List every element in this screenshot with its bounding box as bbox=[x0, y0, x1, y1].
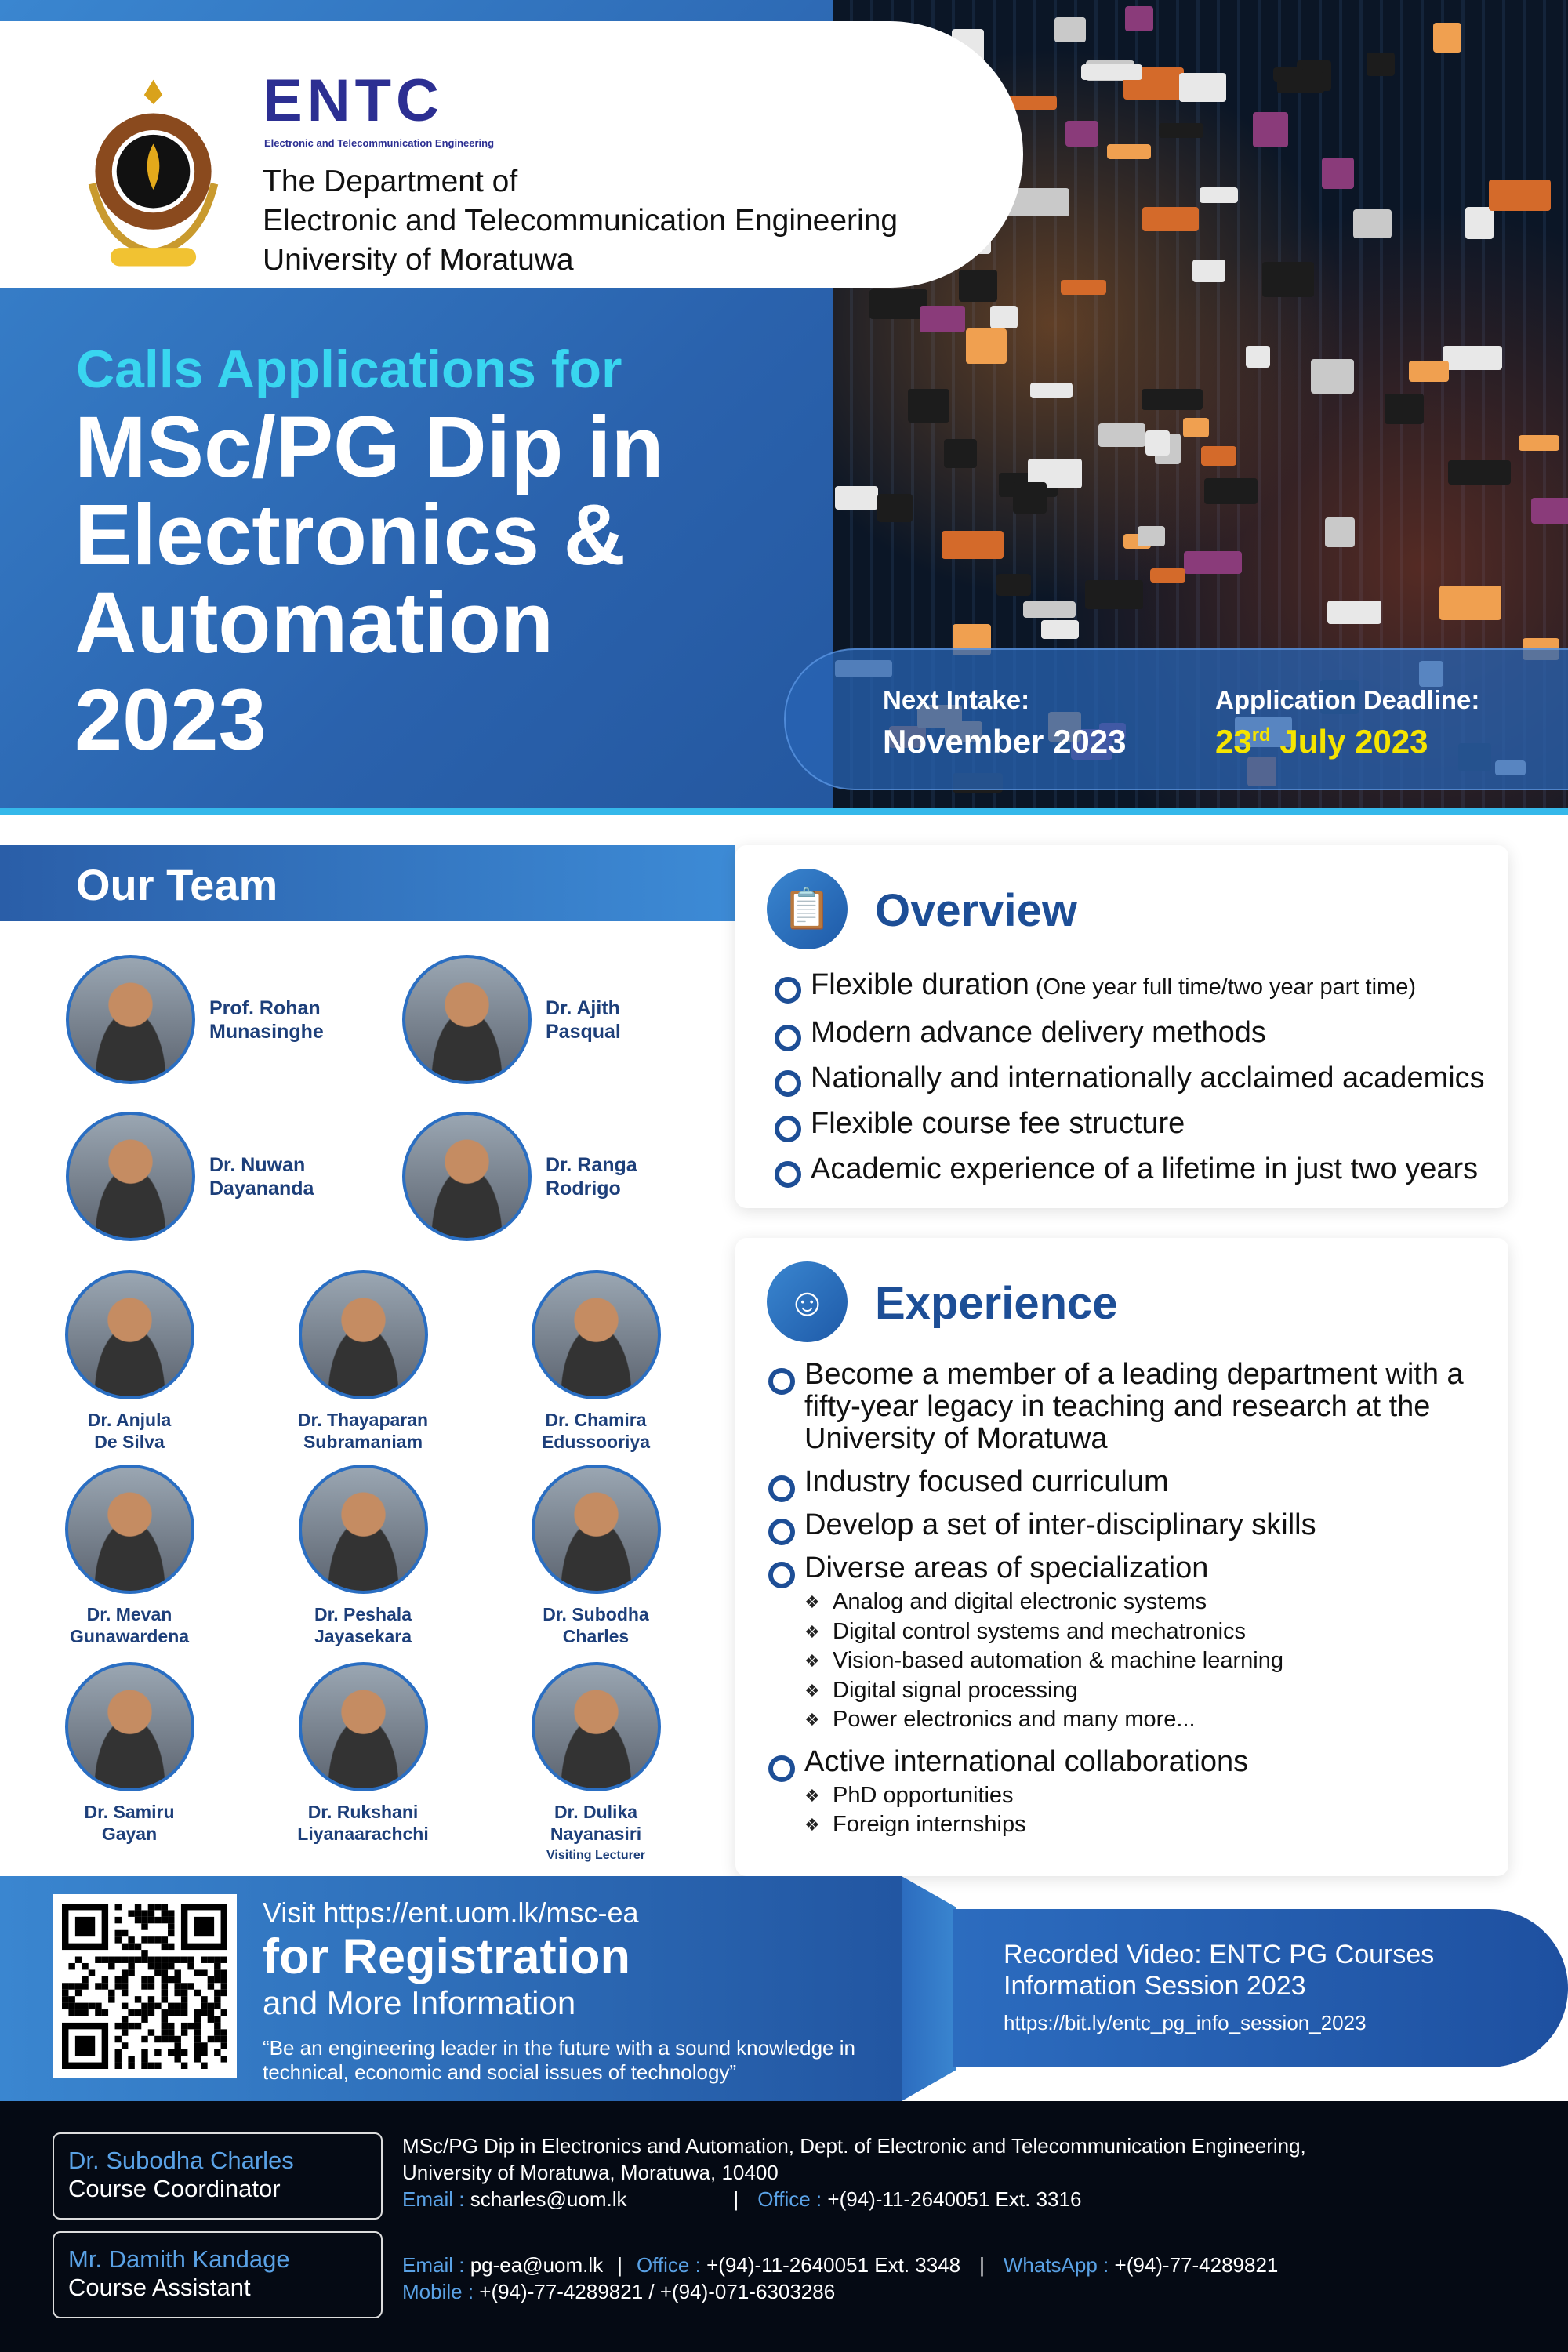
circuit-component bbox=[1465, 207, 1494, 238]
contact-footer: Dr. Subodha Charles Course Coordinator Mr. Damith Kandage Course Assistant MSc/PG Dip in Electronics and Automation, Dept. of Electronic and Telecommunication Engineering, University of Moratuwa, Moratuwa, 10400 Email : scharles@uom.lk | Office : +(94)-11-2640051 Ext. 3316 Email : pg-ea@uom.lk | Office : +(94)-11-2640051 Ext. 3348 | WhatsApp : +(94)-77-4289821 Mobile : +(94)-77-4289821 / +(94)-071-6303286 bbox=[0, 2101, 1568, 2352]
member-photo bbox=[65, 1465, 194, 1594]
member-name-line: Pasqual bbox=[546, 1020, 621, 1043]
dept-line: Electronic and Telecommunication Engineering bbox=[263, 204, 898, 238]
circuit-component bbox=[1311, 359, 1354, 393]
entc-logo-subtitle: Electronic and Telecommunication Engineering bbox=[264, 137, 495, 149]
member-name-line: Dr. Anjula bbox=[87, 1410, 172, 1430]
overview-item bbox=[775, 1015, 1496, 1050]
dept-line: University of Moratuwa bbox=[263, 243, 574, 277]
video-title: Recorded Video: ENTC PG Courses bbox=[1004, 1940, 1435, 1969]
team-member bbox=[402, 1112, 637, 1241]
circuit-component bbox=[1448, 460, 1511, 485]
member-photo bbox=[65, 1270, 194, 1399]
circuit-component bbox=[877, 494, 913, 521]
member-name bbox=[546, 1801, 645, 1867]
circuit-component bbox=[1061, 280, 1106, 295]
qr-code[interactable] bbox=[53, 1894, 237, 2078]
member-name-line: Nayanasiri bbox=[550, 1824, 642, 1844]
member-name-line: Dr. Subodha bbox=[543, 1604, 649, 1624]
member-name bbox=[542, 1409, 650, 1453]
deadline-label: Application Deadline: bbox=[1215, 685, 1480, 714]
circuit-component bbox=[1065, 121, 1098, 147]
circuit-component bbox=[1200, 187, 1238, 204]
member-name-line: Dr. Chamira bbox=[545, 1410, 647, 1430]
circuit-component bbox=[1262, 262, 1313, 297]
circuit-component bbox=[1145, 430, 1170, 456]
experience-item bbox=[768, 1509, 1474, 1541]
sub-item: ❖ Digital control systems and mechatronics bbox=[804, 1617, 1474, 1647]
team-member bbox=[16, 1465, 243, 1647]
overview-title: Overview bbox=[875, 885, 1077, 936]
member-name-line: Dr. Peshala bbox=[314, 1604, 412, 1624]
member-name-line: Dr. Samiru bbox=[84, 1802, 175, 1822]
member-name bbox=[209, 1153, 314, 1200]
member-photo bbox=[532, 1270, 661, 1399]
overview-item bbox=[775, 1061, 1496, 1095]
circuit-component bbox=[1322, 158, 1354, 189]
circuit-component bbox=[1192, 260, 1226, 282]
member-name-line: Dr. Thayaparan bbox=[297, 1410, 429, 1430]
sub-item: ❖ Vision-based automation & machine learning bbox=[804, 1646, 1474, 1676]
item-text: Active international collaborations bbox=[804, 1744, 1249, 1778]
video-title-2: Information Session 2023 bbox=[1004, 1971, 1306, 2001]
member-name-line: Dr. Mevan bbox=[86, 1604, 172, 1624]
next-intake-label: Next Intake: bbox=[883, 685, 1030, 714]
coordinator-name: Dr. Subodha Charles bbox=[68, 2147, 294, 2174]
member-photo bbox=[299, 1270, 428, 1399]
circuit-component bbox=[1433, 23, 1461, 53]
overview-item bbox=[775, 1152, 1496, 1186]
member-name bbox=[297, 1801, 428, 1845]
sub-item: ❖ Foreign internships bbox=[804, 1810, 1474, 1840]
circuit-component bbox=[1030, 383, 1073, 397]
experience-list bbox=[768, 1359, 1474, 1851]
member-photo bbox=[65, 1662, 194, 1791]
deadline-value bbox=[1215, 723, 1479, 760]
video-link[interactable]: https://bit.ly/entc_pg_info_session_2023 bbox=[1004, 2011, 1367, 2034]
header-card bbox=[0, 21, 1023, 288]
member-name bbox=[298, 1409, 428, 1453]
item-text: Become a member of a leading department with a fifty-year legacy in teaching and research at the University of Moratuwa bbox=[804, 1358, 1464, 1455]
assistant-office-phone[interactable]: +(94)-11-2640051 Ext. 3348 bbox=[706, 2253, 961, 2277]
member-photo bbox=[299, 1662, 428, 1791]
member-name bbox=[314, 1603, 412, 1647]
member-name-line: Dr. Rukshani bbox=[307, 1802, 419, 1822]
member-photo bbox=[299, 1465, 428, 1594]
item-text: Academic experience of a lifetime in just two years bbox=[811, 1152, 1479, 1185]
user-stars-icon: ☺ bbox=[767, 1261, 848, 1342]
experience-item bbox=[768, 1746, 1474, 1840]
circuit-component bbox=[1353, 209, 1392, 238]
item-text: Develop a set of inter-disciplinary skills bbox=[804, 1508, 1316, 1541]
member-name-line: Dr. Dulika bbox=[554, 1802, 638, 1822]
team-member bbox=[249, 1662, 477, 1845]
circuit-component bbox=[1098, 423, 1145, 447]
member-name bbox=[70, 1603, 189, 1647]
member-name bbox=[209, 996, 324, 1044]
member-photo bbox=[402, 955, 532, 1084]
assistant-email[interactable]: pg-ea@uom.lk bbox=[470, 2253, 604, 2277]
quote-text: “Be an engineering leader in the future with a sound knowledge in technical, economic and social issues of technology” bbox=[263, 2036, 855, 2084]
assistant-whatsapp[interactable]: +(94)-77-4289821 bbox=[1114, 2253, 1279, 2277]
circuit-component bbox=[944, 439, 977, 468]
more-info-text: and More Information bbox=[263, 1984, 576, 2021]
team-member bbox=[482, 1662, 710, 1867]
member-name-line: Gayan bbox=[101, 1824, 158, 1844]
member-name bbox=[546, 1153, 637, 1200]
circuit-component bbox=[959, 270, 998, 302]
circuit-component bbox=[1246, 346, 1269, 368]
member-name bbox=[88, 1409, 172, 1453]
dept-line: The Department of bbox=[263, 165, 518, 198]
item-text: Modern advance delivery methods bbox=[811, 1016, 1266, 1049]
circuit-component bbox=[1367, 53, 1394, 77]
coordinator-box bbox=[53, 2132, 383, 2220]
office-label: Office : bbox=[636, 2253, 701, 2277]
circuit-component bbox=[1085, 580, 1144, 609]
experience-card bbox=[735, 1238, 1508, 1876]
item-text: Flexible course fee structure bbox=[811, 1107, 1185, 1140]
item-text: Flexible duration bbox=[811, 968, 1029, 1001]
circuit-component bbox=[1159, 123, 1203, 138]
sub-item: ❖ Power electronics and many more... bbox=[804, 1705, 1474, 1735]
member-name-line: Charles bbox=[562, 1626, 630, 1646]
department-name bbox=[263, 162, 898, 280]
registration-url[interactable]: Visit https://ent.uom.lk/msc-ea bbox=[263, 1896, 639, 1929]
circuit-component bbox=[1385, 394, 1424, 424]
circuit-component bbox=[1125, 6, 1152, 31]
deadline-day: 23 bbox=[1215, 723, 1252, 760]
next-intake-value: November 2023 bbox=[883, 723, 1127, 760]
member-note: Visiting Lecturer bbox=[546, 1849, 645, 1862]
team-member bbox=[66, 1112, 314, 1241]
circuit-component bbox=[1184, 551, 1242, 575]
sub-item: ❖ Analog and digital electronic systems bbox=[804, 1588, 1474, 1617]
address-line: MSc/PG Dip in Electronics and Automation, Dept. of Electronic and Telecommunication Engineering, bbox=[402, 2134, 1306, 2158]
circuit-component bbox=[1253, 112, 1288, 147]
member-name bbox=[84, 1801, 174, 1845]
team-member bbox=[482, 1465, 710, 1647]
program-title bbox=[74, 399, 664, 768]
assistant-box bbox=[53, 2231, 383, 2318]
team-member bbox=[249, 1270, 477, 1453]
sub-list bbox=[804, 1781, 1474, 1840]
member-name-line: Dr. Ranga bbox=[546, 1153, 637, 1176]
clipboard-icon: 📋 bbox=[767, 869, 848, 949]
overview-list bbox=[775, 967, 1496, 1197]
title-line: MSc/PG Dip in bbox=[74, 399, 664, 495]
circuit-component bbox=[869, 289, 927, 319]
deadline-sup: rd bbox=[1251, 724, 1271, 746]
team-member bbox=[16, 1662, 243, 1845]
title-line: 2023 bbox=[74, 672, 267, 768]
team-member bbox=[402, 955, 621, 1084]
team-heading-bar bbox=[0, 845, 735, 921]
assistant-role: Course Assistant bbox=[68, 2274, 251, 2301]
address-line: University of Moratuwa, Moratuwa, 10400 bbox=[402, 2161, 779, 2184]
sub-item: ❖ Digital signal processing bbox=[804, 1676, 1474, 1706]
circuit-component bbox=[1179, 73, 1225, 102]
member-name-line: Rodrigo bbox=[546, 1177, 621, 1200]
circuit-component bbox=[1081, 64, 1142, 81]
circuit-component bbox=[1150, 568, 1185, 583]
circuit-component bbox=[1013, 482, 1047, 514]
deadline-month: July 2023 bbox=[1270, 723, 1428, 760]
circuit-component bbox=[1277, 72, 1324, 94]
calls-applications-text: Calls Applications for bbox=[76, 339, 622, 399]
circuit-component bbox=[1409, 361, 1449, 382]
experience-item bbox=[768, 1552, 1474, 1735]
team-member bbox=[16, 1270, 243, 1453]
team-member bbox=[482, 1270, 710, 1453]
qr-pattern bbox=[62, 1904, 227, 2069]
coordinator-phone[interactable]: +(94)-11-2640051 Ext. 3316 bbox=[827, 2187, 1082, 2211]
coordinator-role: Course Coordinator bbox=[68, 2175, 281, 2202]
assistant-mobile[interactable]: +(94)-77-4289821 / +(94)-071-6303286 bbox=[479, 2280, 836, 2303]
overview-item bbox=[775, 1106, 1496, 1141]
circuit-component bbox=[990, 306, 1018, 328]
team-member bbox=[249, 1465, 477, 1647]
circuit-component bbox=[1138, 526, 1164, 547]
circuit-component bbox=[1327, 601, 1381, 624]
whatsapp-label: WhatsApp : bbox=[1003, 2253, 1109, 2277]
registration-heading: for Registration bbox=[263, 1929, 631, 1984]
sub-item: ❖ PhD opportunities bbox=[804, 1781, 1474, 1811]
member-photo bbox=[66, 1112, 195, 1241]
member-photo bbox=[532, 1662, 661, 1791]
circuit-component bbox=[1183, 418, 1209, 437]
experience-item bbox=[768, 1466, 1474, 1498]
coordinator-email[interactable]: scharles@uom.lk bbox=[470, 2187, 627, 2211]
overview-card bbox=[735, 845, 1508, 1208]
member-name-line: Prof. Rohan bbox=[209, 996, 321, 1019]
member-photo bbox=[532, 1465, 661, 1594]
circuit-component bbox=[1489, 180, 1550, 211]
mobile-label: Mobile : bbox=[402, 2280, 474, 2303]
circuit-component bbox=[908, 389, 949, 422]
circuit-component bbox=[835, 486, 877, 510]
assistant-name: Mr. Damith Kandage bbox=[68, 2245, 290, 2273]
item-text: Nationally and internationally acclaimed academics bbox=[811, 1062, 1485, 1094]
circuit-component bbox=[1142, 207, 1199, 231]
circuit-component bbox=[1107, 144, 1151, 159]
banner-fold bbox=[902, 1876, 956, 2101]
item-text: Diverse areas of specialization bbox=[804, 1552, 1209, 1584]
member-name-line: Liyanaarachchi bbox=[297, 1824, 429, 1844]
overview-item bbox=[775, 967, 1496, 1004]
member-name bbox=[543, 1603, 648, 1647]
member-name-line: Subramaniam bbox=[303, 1432, 423, 1452]
team-heading: Our Team bbox=[76, 860, 278, 909]
item-text: Industry focused curriculum bbox=[804, 1465, 1169, 1498]
circuit-component bbox=[1041, 620, 1079, 639]
sub-list bbox=[804, 1588, 1474, 1735]
circuit-component bbox=[942, 531, 1004, 559]
member-name-line: Gunawardena bbox=[69, 1626, 190, 1646]
circuit-component bbox=[1519, 435, 1559, 451]
circuit-component bbox=[966, 328, 1007, 364]
email-label: Email : bbox=[402, 2187, 465, 2211]
circuit-component bbox=[1531, 498, 1568, 524]
member-name-line: Edussooriya bbox=[541, 1432, 651, 1452]
member-photo bbox=[402, 1112, 532, 1241]
member-name-line: Jayasekara bbox=[314, 1626, 412, 1646]
intake-deadline-banner bbox=[784, 648, 1568, 790]
member-name-line: Munasinghe bbox=[209, 1020, 324, 1043]
title-line: Electronics & bbox=[74, 487, 626, 583]
email-label: Email : bbox=[402, 2253, 465, 2277]
circuit-component bbox=[1054, 17, 1086, 43]
member-photo bbox=[66, 955, 195, 1084]
circuit-component bbox=[1023, 601, 1076, 619]
experience-title: Experience bbox=[875, 1278, 1118, 1329]
member-name bbox=[546, 996, 621, 1044]
circuit-component bbox=[1201, 446, 1236, 466]
team-member bbox=[66, 955, 324, 1084]
member-name-line: Dr. Ajith bbox=[546, 996, 620, 1019]
office-label: Office : bbox=[757, 2187, 822, 2211]
circuit-component bbox=[996, 574, 1031, 596]
divider bbox=[0, 808, 1568, 815]
circuit-component bbox=[1439, 586, 1501, 620]
circuit-component bbox=[1325, 517, 1355, 547]
experience-item bbox=[768, 1359, 1474, 1455]
member-name-line: Dr. Nuwan bbox=[209, 1153, 306, 1176]
member-name-line: Dayananda bbox=[209, 1177, 314, 1200]
circuit-component bbox=[1443, 346, 1502, 370]
circuit-component bbox=[1204, 478, 1257, 504]
recorded-video-banner bbox=[953, 1909, 1568, 2067]
circuit-component bbox=[920, 306, 965, 332]
entc-logo: ENTC bbox=[263, 67, 444, 134]
circuit-component bbox=[1142, 389, 1203, 410]
item-note: (One year full time/two year part time) bbox=[1029, 975, 1416, 1000]
title-line: Automation bbox=[74, 575, 554, 671]
member-name-line: De Silva bbox=[94, 1432, 165, 1452]
university-seal-logo bbox=[77, 76, 230, 276]
